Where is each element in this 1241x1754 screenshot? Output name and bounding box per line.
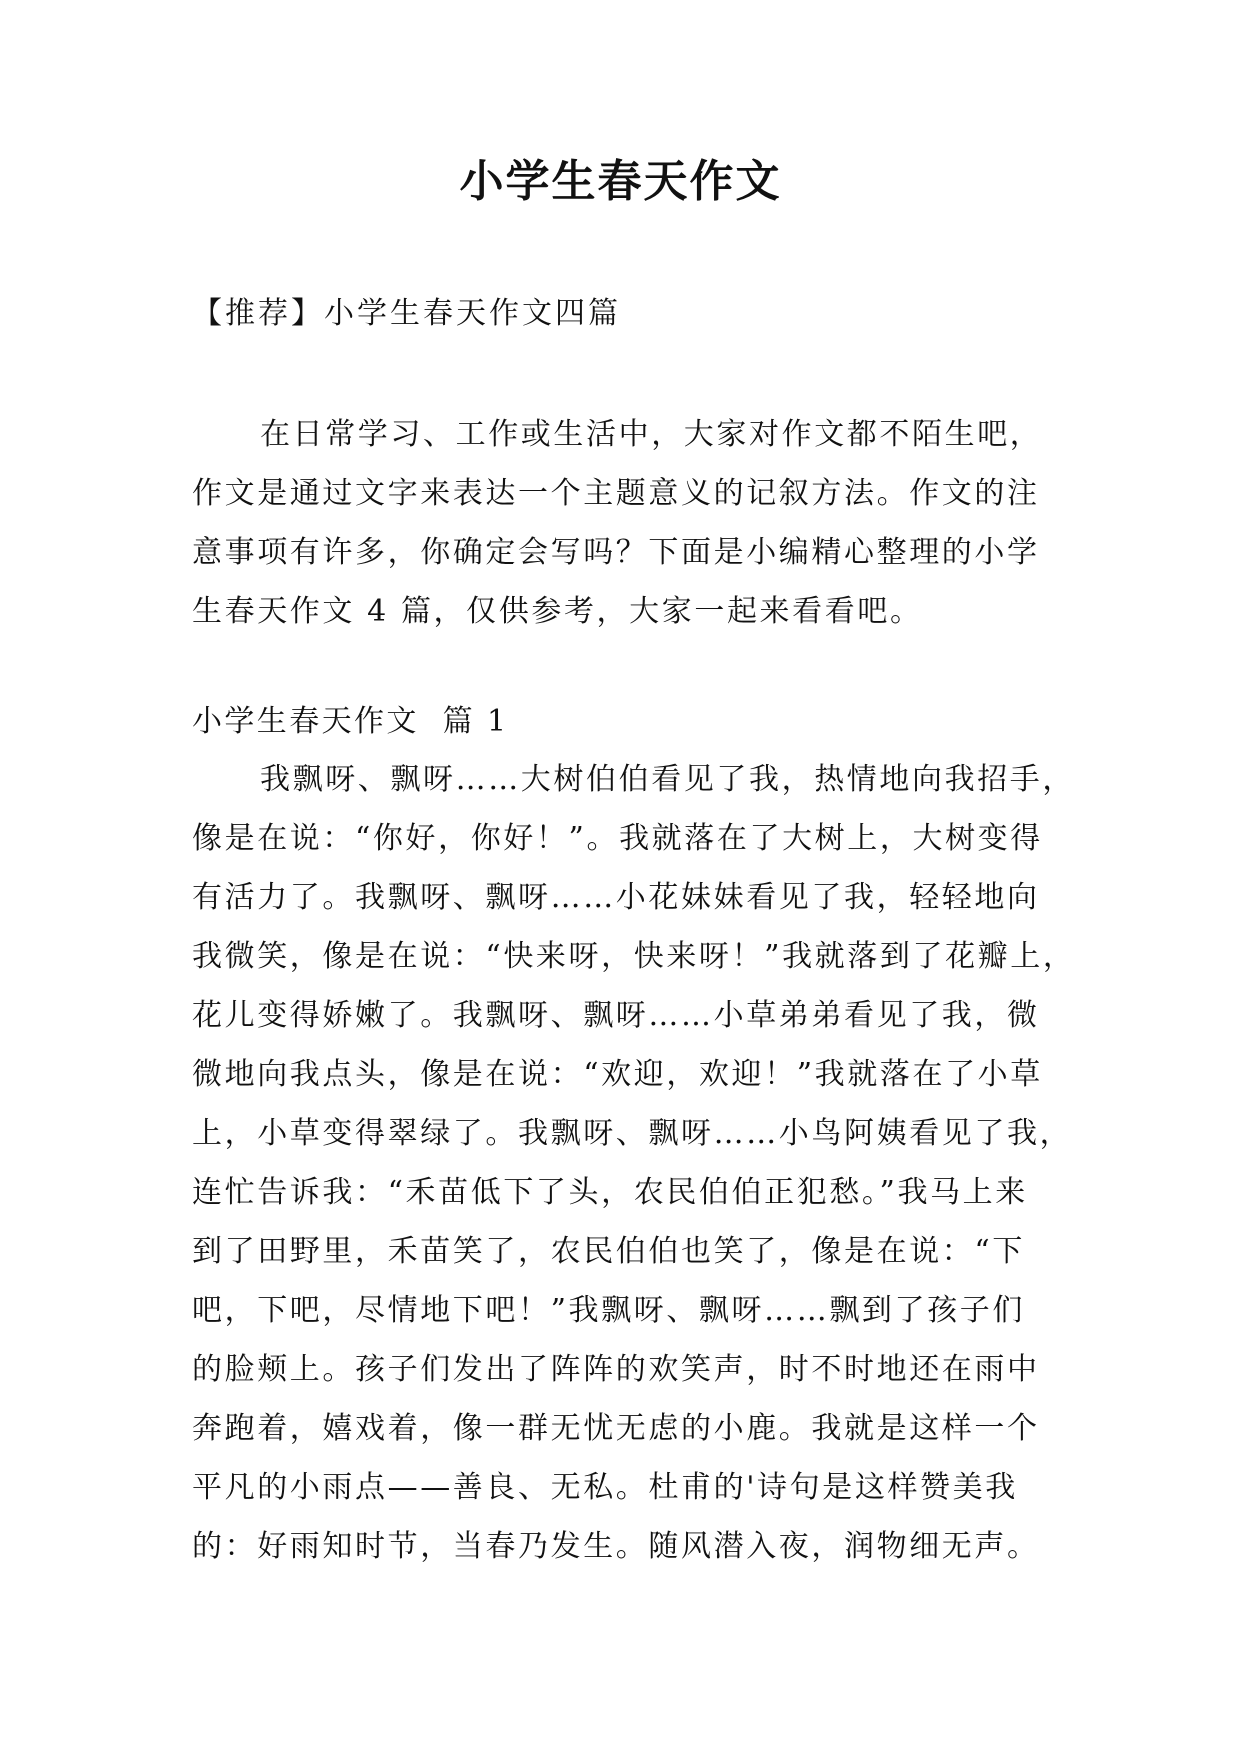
intro-line: 生春天作文 4 篇，仅供参考，大家一起来看看吧。: [192, 594, 923, 629]
document-title: 小学生春天作文: [459, 156, 782, 207]
essay-line: 奔跑着，嬉戏着，像一群无忧无虑的小鹿。我就是这样一个: [192, 1411, 1040, 1446]
essay-line: 连忙告诉我：“禾苗低下了头，农民伯伯正犯愁。”我马上来: [192, 1175, 1028, 1210]
document-subtitle: 【推荐】小学生春天作文四篇: [192, 296, 621, 331]
intro-line: 作文是通过文字来表达一个主题意义的记叙方法。作文的注: [192, 476, 1040, 511]
essay-line: 像是在说：“你好，你好！”。我就落在了大树上，大树变得: [192, 821, 1043, 856]
section-heading: 小学生春天作文 篇 1: [192, 704, 509, 739]
intro-line: 在日常学习、工作或生活中，大家对作文都不陌生吧，: [260, 417, 1043, 452]
intro-paragraph: [192, 405, 1072, 641]
essay-line: 到了田野里，禾苗笑了，农民伯伯也笑了，像是在说：“下: [192, 1234, 1025, 1269]
essay-paragraph: [192, 750, 1076, 1576]
essay-line: 上，小草变得翠绿了。我飘呀、飘呀……小鸟阿姨看见了我，: [192, 1116, 1073, 1151]
essay-line: 的脸颊上。孩子们发出了阵阵的欢笑声，时不时地还在雨中: [192, 1352, 1040, 1387]
essay-line: 吧，下吧，尽情地下吧！”我飘呀、飘呀……飘到了孩子们: [192, 1293, 1025, 1328]
essay-line: 花儿变得娇嫩了。我飘呀、飘呀……小草弟弟看见了我，微: [192, 998, 1040, 1033]
essay-line: 微地向我点头，像是在说：“欢迎，欢迎！”我就落在了小草: [192, 1057, 1043, 1092]
essay-line: 有活力了。我飘呀、飘呀……小花妹妹看见了我，轻轻地向: [192, 880, 1040, 915]
essay-line: 我微笑，像是在说：“快来呀，快来呀！”我就落到了花瓣上，: [192, 939, 1076, 974]
essay-line: 我飘呀、飘呀……大树伯伯看见了我，热情地向我招手，: [260, 762, 1075, 797]
essay-line: 的：好雨知时节，当春乃发生。随风潜入夜，润物细无声。: [192, 1529, 1040, 1564]
intro-line: 意事项有许多，你确定会写吗？下面是小编精心整理的小学: [192, 535, 1040, 570]
essay-line: 平凡的小雨点——善良、无私。杜甫的'诗句是这样赞美我: [192, 1470, 1018, 1505]
